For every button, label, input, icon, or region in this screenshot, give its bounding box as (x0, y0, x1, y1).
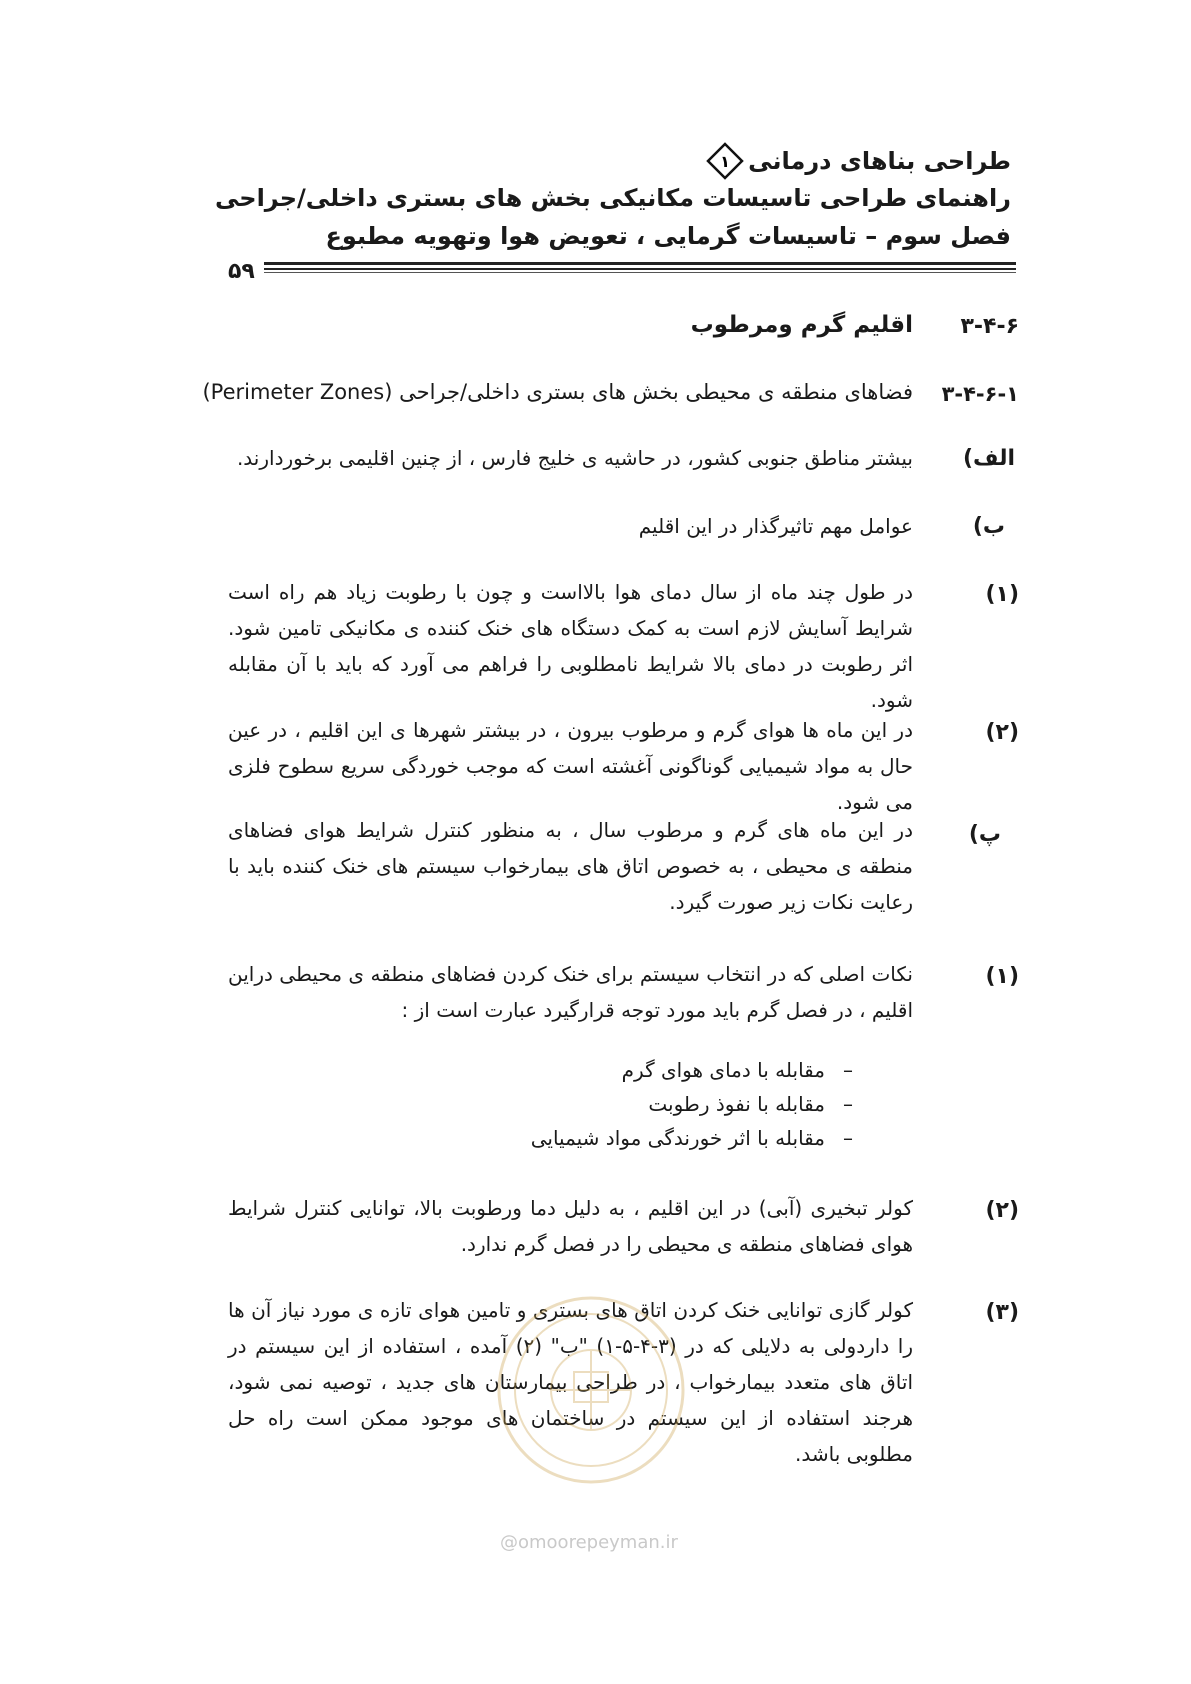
bullet-text: مقابله با نفوذ رطوبت (648, 1092, 825, 1116)
page-number: ۵۹ (228, 259, 255, 284)
header-rule (264, 262, 1016, 273)
guide-title: راهنمای طراحی تاسیسات مکانیکی بخش های بستری داخلی/جراحی (214, 184, 1011, 212)
chapter-title: فصل سوم – تاسیسات گرمایی ، تعویض هوا وتهویه مطبوع (325, 222, 1011, 250)
pe-point-1-text: نکات اصلی که در انتخاب سیستم برای خنک کردن فضاهای منطقه ی محیطی دراین اقلیم ، در فصل گرم باید مورد توجه قرارگیرد عبارت است از : (228, 962, 913, 1022)
bullet-list (531, 1058, 853, 1160)
item-be-label: ب) (972, 514, 1005, 539)
section-title: اقلیم گرم ومرطوب (690, 312, 913, 338)
be-point-1-text: در طول چند ماه از سال دمای هوا بالااست و چون با رطوبت زیاد هم راه است شرایط آسایش لازم است به کمک دستگاه های خنک کننده ی مکانیکی تامین شود. اثر رطوبت در دمای بالا شرایط نامطلوبی را فراهم می آورد که باید با آن مقابله شود. (228, 580, 913, 712)
be-point-2-number: (۲) (985, 720, 1019, 745)
item-pe-label: پ) (968, 822, 1001, 847)
series-number-badge (706, 142, 744, 180)
list-item (531, 1058, 853, 1092)
be-point-1-number: (۱) (985, 582, 1019, 607)
subsection-number: ۳-۴-۶-۱ (941, 382, 1019, 406)
list-item (531, 1126, 853, 1160)
item-alef-label: الف) (962, 446, 1015, 471)
bullet-text: مقابله با دمای هوای گرم (621, 1058, 825, 1082)
watermark-seal-icon (486, 1290, 696, 1490)
bullet-text: مقابله با اثر خورندگی مواد شیمیایی (530, 1126, 825, 1150)
bullet-dash: – (843, 1092, 853, 1116)
subsection-title: فضاهای منطقه ی محیطی بخش های بستری داخلی/جراحی (Perimeter Zones) (202, 380, 913, 404)
bullet-dash: – (843, 1126, 853, 1150)
pe-point-3-text: کولر گازی توانایی خنک کردن اتاق های بستری و تامین هوای تازه ی مورد نیاز آن ها را داردولی به دلایلی که در (۳-۴-۵-۱) "ب" (۲) آمده ، استفاده از این سیستم در اتاق های متعدد بیمارخواب ، در طراحی بیمارستان های جدید ، توصیه نمی شود، هرجند استفاده از این سیستم در ساختمان های موجود ممکن است راه حل مطلوبی باشد. (228, 1298, 914, 1466)
pe-point-2-text: کولر تبخیری (آبی) در این اقلیم ، به دلیل دما ورطوبت بالا، توانایی کنترل شرایط هوای فضاهای منطقه ی محیطی را در فصل گرم ندارد. (228, 1196, 913, 1256)
list-item (531, 1092, 853, 1126)
be-point-2-text: در این ماه ها هوای گرم و مرطوب بیرون ، در بیشتر شهرها ی این اقلیم ، در عین حال به مواد شیمیایی گوناگونی آغشته است که موجب خوردگی سریع سطوح فلزی می شود. (228, 718, 913, 814)
section-number: ۳-۴-۶ (960, 314, 1019, 339)
diamond-badge-icon (706, 142, 744, 180)
pe-point-2-number: (۲) (985, 1198, 1019, 1223)
item-pe-text: در این ماه های گرم و مرطوب سال ، به منظور کنترل شرایط هوای فضاهای منطقه ی محیطی ، به خصوص اتاق های بیمارخواب سیستم های خنک کننده باید با رعایت نکات زیر صورت گیرد. (228, 818, 913, 914)
bullet-dash: – (843, 1058, 853, 1082)
series-title (704, 142, 1011, 180)
pe-point-3-number: (۳) (985, 1300, 1019, 1325)
series-number: ۱ (720, 152, 731, 171)
watermark-handle: @omoorepeyman.ir (500, 1532, 678, 1553)
item-alef-text: بیشتر مناطق جنوبی کشور، در حاشیه ی خلیج فارس ، از چنین اقلیمی برخوردارند. (236, 446, 913, 470)
item-be-text: عوامل مهم تاثیرگذار در این اقلیم (638, 514, 913, 538)
pe-point-1-number: (۱) (985, 964, 1019, 989)
series-title-text: طراحی بناهای درمانی (748, 147, 1011, 175)
